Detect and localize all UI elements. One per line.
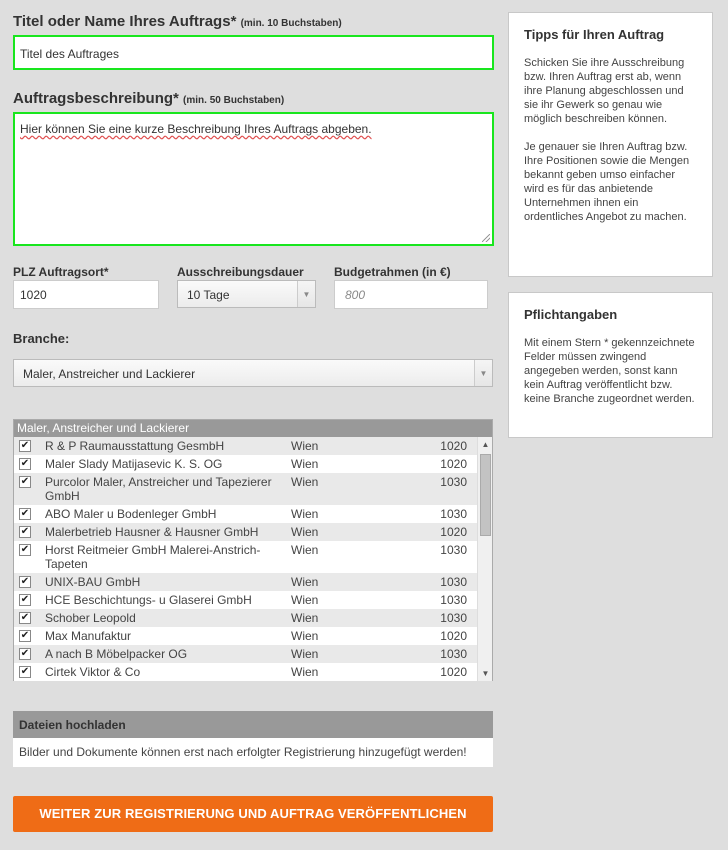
- scroll-up-icon[interactable]: ▲: [481, 440, 490, 449]
- company-plz: 1030: [440, 593, 467, 607]
- branche-select[interactable]: [13, 359, 493, 387]
- company-city: Wien: [291, 457, 319, 471]
- company-city: Wien: [291, 665, 319, 679]
- company-plz: 1030: [440, 543, 467, 557]
- branche-select-value: Maler, Anstreicher und Lackierer: [23, 367, 196, 381]
- chevron-down-icon: ▼: [474, 360, 492, 386]
- title-field-label: Titel oder Name Ihres Auftrags* (min. 10 Buchstaben): [13, 13, 342, 30]
- company-plz: 1030: [440, 575, 467, 589]
- list-item[interactable]: [14, 505, 478, 523]
- description-field-label: Auftragsbeschreibung* (min. 50 Buchstaben): [13, 90, 285, 107]
- company-plz: 1020: [440, 525, 467, 539]
- tips-box-title: Tipps für Ihren Auftrag: [524, 27, 665, 42]
- tips-box: [508, 12, 713, 277]
- company-checkbox[interactable]: ✔: [20, 666, 30, 677]
- company-city: Wien: [291, 647, 319, 661]
- company-plz: 1020: [440, 439, 467, 453]
- branche-label: Branche:: [13, 331, 70, 346]
- scrollbar-thumb[interactable]: [480, 454, 491, 536]
- tips-box-paragraph-1: Schicken Sie ihre Ausschreibung bzw. Ihren Auftrag erst ab, wenn ihre Planung abgeschlossen und sie ihr Gewerk so genau wie möglich beschreiben können.: [524, 57, 685, 125]
- company-name: Max Manufaktur: [45, 629, 132, 643]
- list-item[interactable]: [14, 541, 478, 573]
- company-list: [13, 419, 493, 681]
- company-name: ABO Maler u Bodenleger GmbH: [45, 507, 217, 521]
- company-name: UNIX-BAU GmbH: [45, 575, 141, 589]
- company-plz: 1020: [440, 457, 467, 471]
- description-textarea-value: Hier können Sie eine kurze Beschreibung Ihres Auftrags abgeben.: [20, 122, 372, 136]
- duration-select-value: 10 Tage: [187, 288, 230, 302]
- company-checkbox[interactable]: ✔: [20, 440, 30, 451]
- title-field-hint: (min. 10 Buchstaben): [240, 18, 342, 29]
- budget-input-placeholder: 800: [345, 288, 366, 302]
- company-checkbox[interactable]: ✔: [20, 476, 30, 487]
- budget-label: Budgetrahmen (in €): [334, 265, 451, 279]
- company-name: Horst Reitmeier GmbH Malerei-Anstrich-Tapeten: [45, 543, 261, 571]
- required-box-text: Mit einem Stern * gekennzeichnete Felder müssen zwingend angegeben werden, sonst kann kein Auftrag veröffentlicht bzw. keine Branche zugeordnet werden.: [524, 337, 695, 405]
- company-plz: 1030: [440, 647, 467, 661]
- company-city: Wien: [291, 525, 319, 539]
- company-name: Purcolor Maler, Anstreicher und Tapezierer GmbH: [45, 475, 272, 503]
- company-list-scrollbar[interactable]: [477, 437, 492, 681]
- company-checkbox[interactable]: ✔: [20, 508, 30, 519]
- company-city: Wien: [291, 629, 319, 643]
- upload-header: Dateien hochladen: [13, 711, 493, 738]
- plz-input-value: 1020: [20, 288, 47, 302]
- company-plz: 1030: [440, 611, 467, 625]
- description-textarea[interactable]: [13, 112, 494, 246]
- submit-button[interactable]: WEITER ZUR REGISTRIERUNG UND AUFTRAG VERÖFFENTLICHEN: [13, 796, 493, 832]
- list-item[interactable]: [14, 455, 478, 473]
- company-name: Malerbetrieb Hausner & Hausner GmbH: [45, 525, 259, 539]
- company-checkbox[interactable]: ✔: [20, 544, 30, 555]
- company-list-body: [14, 437, 478, 681]
- plz-label: PLZ Auftragsort*: [13, 265, 109, 279]
- scroll-down-icon[interactable]: ▼: [481, 669, 490, 678]
- company-city: Wien: [291, 543, 319, 557]
- list-item[interactable]: [14, 663, 478, 681]
- company-city: Wien: [291, 611, 319, 625]
- resize-handle-icon[interactable]: [482, 234, 490, 242]
- tips-box-paragraph-2: Je genauer sie Ihren Auftrag bzw. Ihre Positionen sowie die Mengen bekannt geben umso einfacher wird es für das anbietende Unternehmen ihnen ein ordentliches Angebot zu machen.: [524, 141, 690, 223]
- company-name: Schober Leopold: [45, 611, 136, 625]
- company-checkbox[interactable]: ✔: [20, 594, 30, 605]
- company-city: Wien: [291, 575, 319, 589]
- required-box: [508, 292, 713, 438]
- duration-label: Ausschreibungsdauer: [177, 265, 304, 279]
- list-item[interactable]: [14, 437, 478, 455]
- list-item[interactable]: [14, 627, 478, 645]
- company-name: A nach B Möbelpacker OG: [45, 647, 188, 661]
- company-plz: 1020: [440, 665, 467, 679]
- company-checkbox[interactable]: ✔: [20, 630, 30, 641]
- company-name: Cirtek Viktor & Co: [45, 665, 141, 679]
- duration-select[interactable]: [177, 280, 316, 308]
- company-name: Maler Slady Matijasevic K. S. OG: [45, 457, 223, 471]
- upload-info-text: Bilder und Dokumente können erst nach erfolgter Registrierung hinzugefügt werden!: [13, 738, 493, 767]
- company-plz: 1020: [440, 629, 467, 643]
- company-city: Wien: [291, 507, 319, 521]
- required-box-title: Pflichtangaben: [524, 307, 618, 322]
- company-checkbox[interactable]: ✔: [20, 526, 30, 537]
- list-item[interactable]: [14, 591, 478, 609]
- description-field-hint: (min. 50 Buchstaben): [183, 95, 285, 106]
- list-item[interactable]: [14, 523, 478, 541]
- company-checkbox[interactable]: ✔: [20, 576, 30, 587]
- list-item[interactable]: [14, 573, 478, 591]
- company-city: Wien: [291, 475, 319, 489]
- company-city: Wien: [291, 593, 319, 607]
- company-name: HCE Beschichtungs- u Glaserei GmbH: [45, 593, 252, 607]
- company-city: Wien: [291, 439, 319, 453]
- company-name: R & P Raumausstattung GesmbH: [45, 439, 225, 453]
- chevron-down-icon: ▼: [297, 281, 315, 307]
- plz-input[interactable]: [13, 280, 159, 309]
- budget-input[interactable]: [334, 280, 488, 309]
- list-item[interactable]: [14, 645, 478, 663]
- title-input[interactable]: [13, 35, 494, 70]
- company-plz: 1030: [440, 507, 467, 521]
- company-checkbox[interactable]: ✔: [20, 458, 30, 469]
- title-input-value: Titel des Auftrages: [20, 47, 119, 61]
- company-list-header: Maler, Anstreicher und Lackierer: [14, 420, 492, 437]
- company-plz: 1030: [440, 475, 467, 489]
- list-item[interactable]: [14, 473, 478, 505]
- company-checkbox[interactable]: ✔: [20, 648, 30, 659]
- company-checkbox[interactable]: ✔: [20, 612, 30, 623]
- list-item[interactable]: [14, 609, 478, 627]
